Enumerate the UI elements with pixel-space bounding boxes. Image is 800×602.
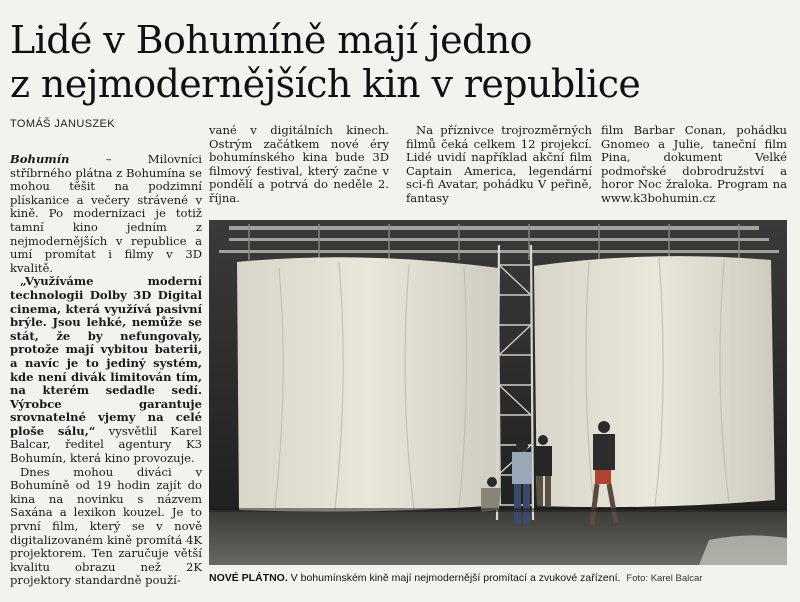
article-column-4: film Barbar Conan, pohádku Gnomeo a Julie, taneční film Pina, dokument Velké podmořské dobrodružství a horor Noc žraloka. Program na www.k3bohumin.cz <box>601 123 787 205</box>
article-column-2: vané v digitálních kinech. Ostrým začátkem nové éry bohumínského kina bude 3D filmový festival, který začne v pondělí a potrvá do neděle 2. října. <box>209 123 389 205</box>
paragraph-screening: Dnes mohou diváci v Bohumíně od 19 hodin zajít do kina na novinku s názvem Saxána a lexikon kouzel. Je to první film, který se v nově digitalizovaném kině promítá 4K projektorem. Ten zaručuje větší kvalitu obrazu než 2K projektory standardně použí- <box>10 464 202 588</box>
article-column-1 <box>10 153 202 588</box>
photo-credit: Foto: Karel Balcar <box>626 573 703 584</box>
cinema-screen-photo <box>209 220 787 565</box>
caption-lead: NOVÉ PLÁTNO. <box>209 572 288 584</box>
photo-caption <box>209 572 789 584</box>
byline: TOMÁŠ JANUSZEK <box>10 118 116 130</box>
article-column-3: Na příznivce trojrozměrných filmů čeká celkem 12 projekcí. Lidé uvidí například akční film Captain America, legendární sci-fi Avatar, pohádku V peřině, fantasy <box>406 123 592 205</box>
headline-line-2: z nejmodernějších kin v republice <box>10 62 641 106</box>
photo-illustration <box>209 220 787 565</box>
paragraph-intro: Bohumín – Milovníci stříbrného plátna z Bohumína se mohou těšit na podzimní plískanice a večery strávené v kině. Po modernizaci je totiž tamní kino jedním z nejmodernějších v republice a umí promítat i filmy v 3D kvalitě. <box>10 152 202 275</box>
quote-text: „Využíváme moderní technologii Dolby 3D Digital cinema, která využívá pasivní brýle. Jsou lehké, nemůže se stát, že by nefungovaly, protože mají vybitou baterii, a navíc je to jediný systém, kde není divák limitován tím, na kterém sedadle sedí. Výrobce garantuje srovnatelné vjemy na celé ploše sálu,“ <box>10 274 202 438</box>
paragraph-quote: „Využíváme moderní technologii Dolby 3D Digital cinema, která využívá pasivní brýle. Jsou lehké, nemůže se stát, že by nefungovaly, protože mají vybitou baterii, a navíc je to jediný systém, kde není divák limitován tím, na kterém sedadle sedí. Výrobce garantuje srovnatelné vjemy na celé ploše sálu,“ vysvětlil Karel Balcar, ředitel agentury K3 Bohumín, která kino provozuje. <box>10 274 202 466</box>
dateline: Bohumín <box>10 152 70 166</box>
headline <box>10 18 790 106</box>
headline-line-1: Lidé v Bohumíně mají jedno <box>10 18 532 62</box>
caption-text: V bohumínském kině mají nejmodernější promítací a zvukové zařízení. <box>287 572 621 584</box>
